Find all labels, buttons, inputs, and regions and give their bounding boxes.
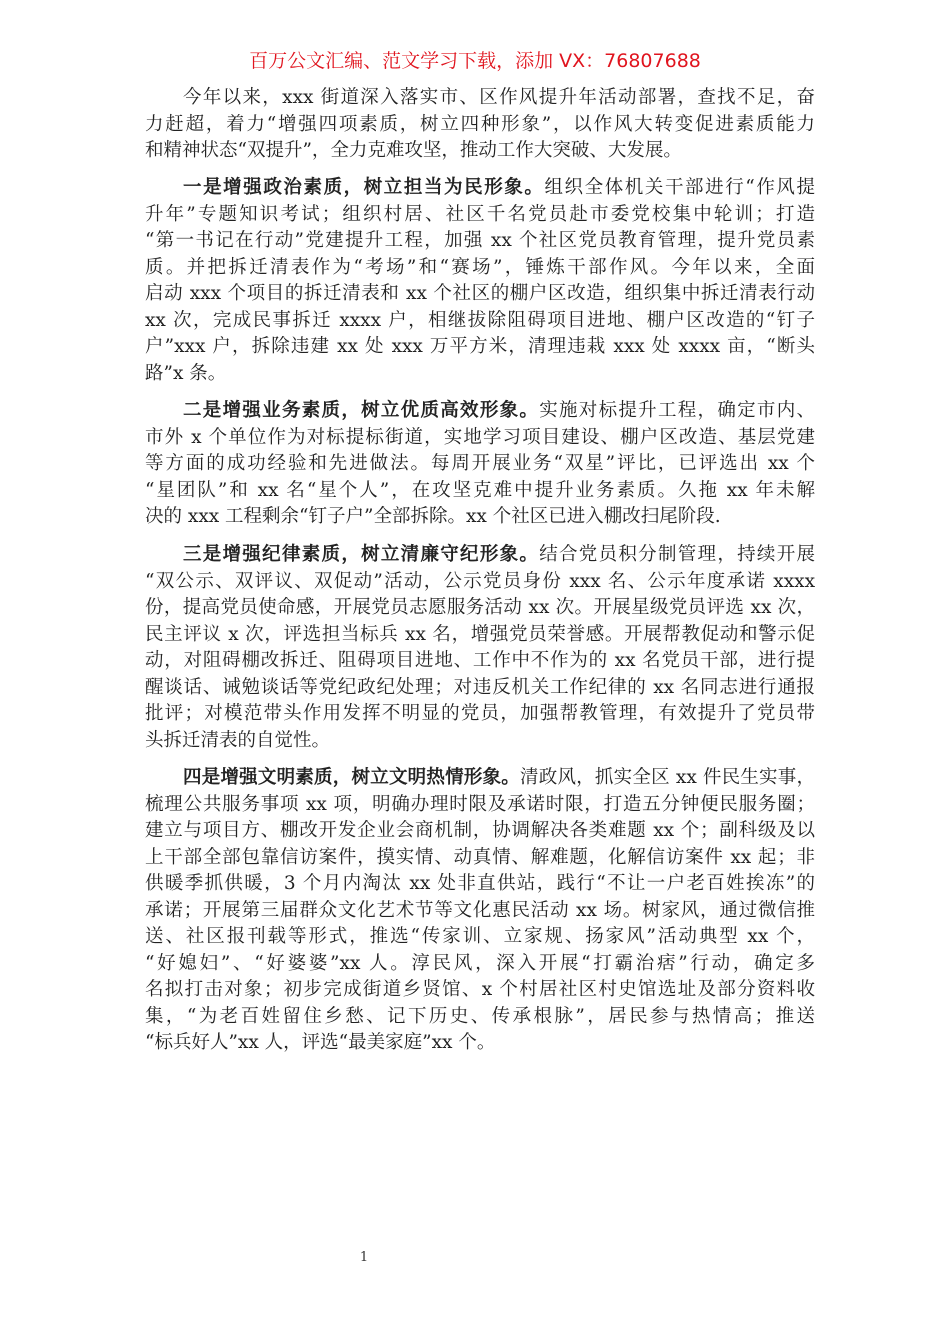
paragraph-discipline [145,542,815,754]
text-line [145,765,815,792]
text-line [145,542,815,569]
text-line: 等方面的成功经验和先进做法。每周开展业务“双星”评比，已评选出 xx 个 [145,453,815,474]
text-line: 路”x 条。 [145,362,227,384]
text-line: 集，“为老百姓留住乡愁、记下历史、传承根脉”，居民参与热情高；推送 [145,1005,815,1027]
text-line: 户”xxx 户，拆除违建 xx 处 xxx 万平方米，清理违栽 xxx 处 xxxx 亩，“断头 [145,336,815,357]
paragraph-heading: 一是增强政治素质，树立担当为民形象。 [183,177,545,198]
text-line: “好媳妇”、“好婆婆”xx 人。淳民风，深入开展“打霸治痞”行动，确定多 [145,952,815,974]
text-line [145,175,815,202]
page-number: 1 [359,1250,369,1265]
text-line: 建立与项目方、棚改开发企业会商机制，协调解决各类难题 xx 个；副科级及以 [145,820,815,841]
text-line: “标兵好人”xx 人，评选“最美家庭”xx 个。 [145,1032,496,1053]
text-span: 组织全体机关干部进行“作风提 [544,177,815,198]
text-line: 市外 x 个单位作为对标提标街道，实地学习项目建设、棚户区改造、基层党建 [145,426,815,448]
text-line: 决的 xxx 工程剩余“钉子户”全部拆除。xx 个社区已进入棚改扫尾阶段. [145,506,721,527]
text-line: 承诺；开展第三届群众文化艺术节等文化惠民活动 xx 场。树家风，通过微信推 [145,899,815,921]
text-line: 份，提高党员使命感，开展党员志愿服务活动 xx 次。开展星级党员评选 xx 次， [145,597,815,618]
text-line: 启动 xxx 个项目的拆迁清表和 xx 个社区的棚户区改造，组织集中拆迁清表行动 [145,283,815,304]
text-line: 送、社区报刊载等形式，推选“传家训、立家规、扬家风”活动典型 xx 个， [145,926,815,947]
text-line: 批评；对模范带头作用发挥不明显的党员，加强帮教管理，有效提升了党员带 [145,703,815,724]
paragraph-heading: 二是增强业务素质，树立优质高效形象。 [183,400,540,421]
text-line: 供暖季抓供暖，3 个月内淘汰 xx 处非直供站，践行“不让一户老百姓挨冻”的 [145,873,815,894]
text-span: 清政风，抓实全区 xx 件民生实事， [520,767,815,788]
paragraph-business [145,398,815,531]
text-line: 名拟打击对象；初步完成街道乡贤馆、x 个村居社区村史馆选址及部分资料收 [145,979,815,1000]
text-line [145,398,815,425]
text-line: “双公示、双评议、双促动”活动，公示党员身份 xxx 名、公示年度承诺 xxxx [145,570,815,592]
text-line: 质。并把拆迁清表作为“考场”和“赛场”，锤炼干部作风。今年以来，全面 [145,256,815,278]
paragraph-political [145,175,815,387]
text-line: 力赶超，着力“增强四项素质，树立四种形象”，以作风大转变促进素质能力 [145,113,815,135]
text-line: 醒谈话、诫勉谈话等党纪政纪处理；对违反机关工作纪律的 xx 名同志进行通报 [145,676,815,698]
text-line: 上干部全部包靠信访案件，摸实情、动真情、解难题，化解信访案件 xx 起；非 [145,846,815,868]
text-line: xx 次，完成民事拆迁 xxxx 户，相继拔除阻碍项目进地、棚户区改造的“钉子 [145,309,815,331]
paragraph-heading: 四是增强文明素质，树立文明热情形象。 [183,767,521,788]
text-line: 今年以来，xxx 街道深入落实市、区作风提升年活动部署，查找不足，奋 [183,87,815,108]
text-line: 升年”专题知识考试；组织村居、社区千名党员赴市委党校集中轮训；打造 [145,203,815,225]
paragraph-intro [145,85,815,165]
paragraph-heading: 三是增强纪律素质，树立清廉守纪形象。 [183,544,540,565]
text-line: 头拆迁清表的自觉性。 [145,729,331,751]
text-line: 梳理公共服务事项 xx 项，明确办理时限及承诺时限，打造五分钟便民服务圈； [145,793,815,815]
text-line: “第一书记在行动”党建提升工程，加强 xx 个社区党员教育管理，提升党员素 [145,230,815,251]
text-span: 实施对标提升工程，确定市内、 [539,400,815,421]
text-line: “星团队”和 xx 名“星个人”，在攻坚克难中提升业务素质。久拖 xx 年未解 [145,479,815,501]
text-line: 和精神状态“双提升”，全力克难攻坚，推动工作大突破、大发展。 [145,140,682,161]
text-span: 结合党员积分制管理，持续开展 [539,544,815,565]
text-line: 民主评议 x 次，评选担当标兵 xx 名，增强党员荣誉感。开展帮教促动和警示促 [145,623,815,645]
text-line: 动，对阻碍棚改拆迁、阻碍项目进地、工作中不作为的 xx 名党员干部，进行提 [145,650,815,671]
watermark-banner: 百万公文汇编、范文学习下载，添加 VX：76807688 [249,50,701,72]
paragraph-civility [145,765,815,1057]
